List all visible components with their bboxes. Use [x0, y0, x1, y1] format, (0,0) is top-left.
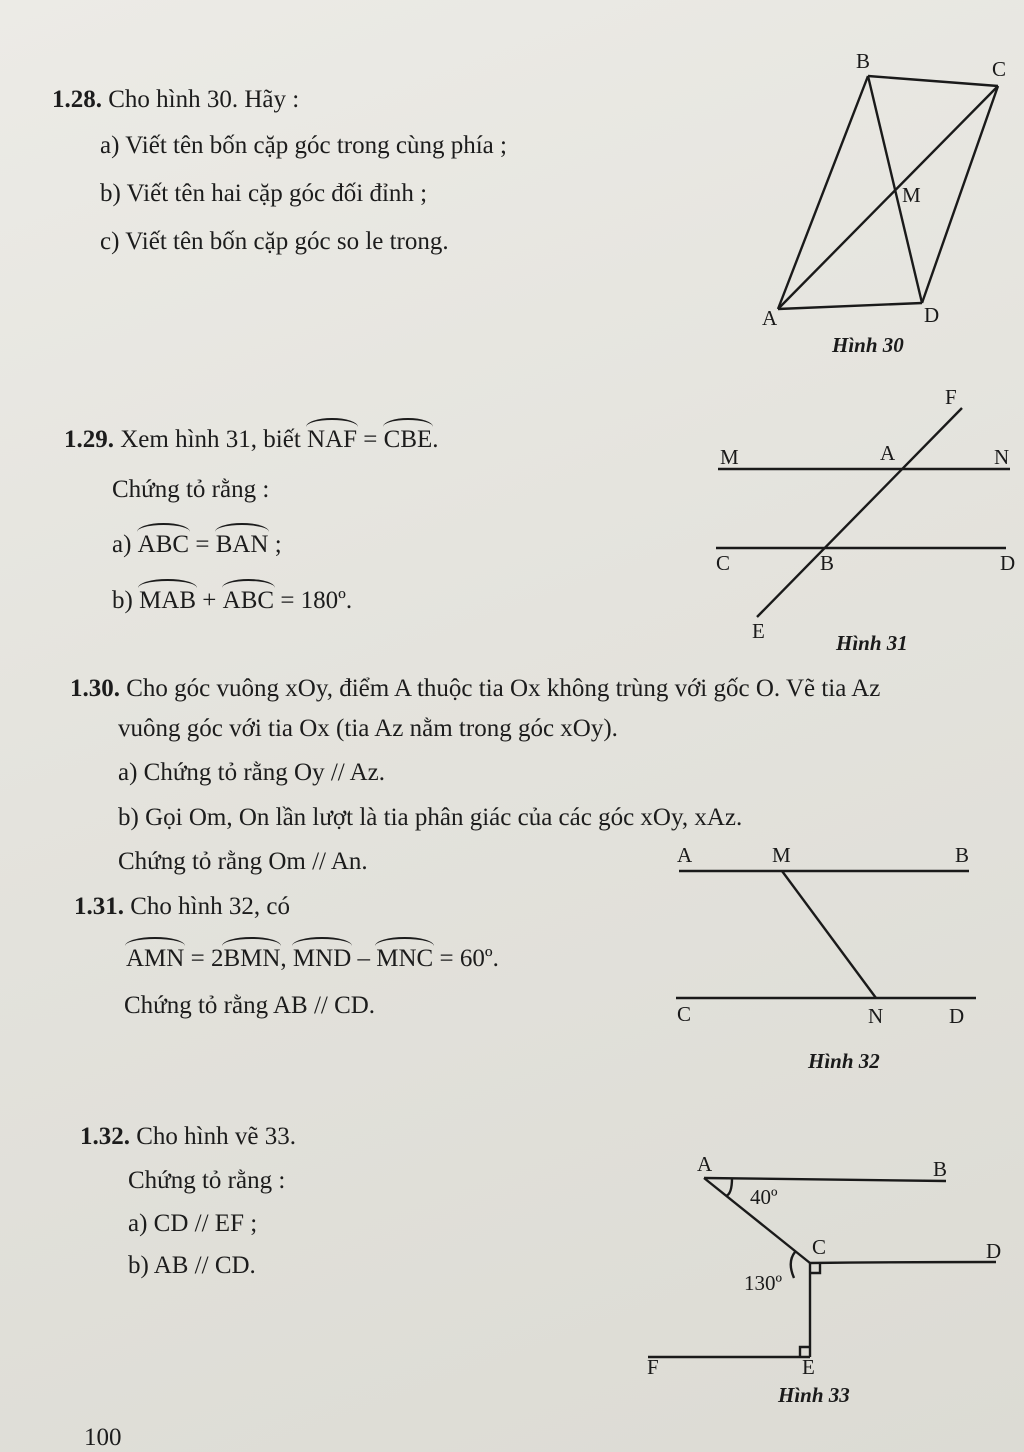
problem-text: Cho hình vẽ 33.	[136, 1123, 296, 1150]
figure-30-caption: Hình 30	[832, 333, 904, 357]
problem-number: 1.28.	[52, 86, 102, 113]
angle-mnc: MNC	[376, 945, 434, 972]
label-c: C	[812, 1235, 827, 1259]
label-d: D	[924, 303, 940, 327]
problem-1-31-prove: Chứng tỏ rằng AB // CD.	[124, 992, 376, 1019]
label-n: N	[994, 445, 1010, 469]
angle-mnd: MND	[292, 945, 352, 972]
angle-bmn: BMN	[223, 945, 281, 972]
semicolon: ;	[274, 531, 282, 558]
angle-cbe: CBE	[383, 426, 433, 453]
problem-number: 1.32.	[80, 1123, 130, 1150]
problem-1-29-prove: Chứng tỏ rằng :	[112, 476, 270, 503]
equals-two: = 2	[190, 945, 224, 972]
label-d: D	[1000, 551, 1016, 575]
equals-sign: =	[195, 531, 210, 558]
line-cd	[810, 1262, 996, 1263]
label-e: E	[802, 1355, 815, 1379]
problem-text: Xem hình 31, biết	[120, 426, 301, 453]
part-label: a)	[112, 531, 132, 558]
label-a: A	[762, 306, 778, 330]
angle-ban: BAN	[215, 531, 269, 558]
angle-naf: NAF	[307, 426, 358, 453]
figure-32-caption: Hình 32	[808, 1049, 880, 1073]
problem-number: 1.30.	[70, 675, 120, 702]
right-angle-mark-c	[810, 1263, 820, 1273]
label-d: D	[986, 1239, 1002, 1263]
label-a: A	[697, 1152, 713, 1176]
page-number: 100	[84, 1424, 122, 1451]
angle-130-label: 130º	[744, 1271, 783, 1295]
problem-1-30-line-2: vuông góc với tia Ox (tia Az nằm trong góc xOy).	[118, 715, 618, 742]
label-c: C	[677, 1002, 692, 1026]
label-f: F	[647, 1355, 659, 1379]
label-m: M	[772, 843, 791, 867]
minus-sign: –	[357, 945, 371, 972]
label-b: B	[820, 551, 835, 575]
problem-1-32-part-a: a) CD // EF ;	[128, 1210, 258, 1237]
equals-sign: =	[363, 426, 378, 453]
line-ab	[704, 1178, 946, 1181]
label-b: B	[955, 843, 970, 867]
angle-arc-c	[791, 1252, 795, 1278]
label-b: B	[856, 49, 871, 73]
label-f: F	[945, 385, 957, 409]
angle-abc: ABC	[222, 587, 275, 614]
problem-text: Cho hình 30. Hãy :	[108, 86, 300, 113]
label-m: M	[902, 183, 921, 207]
label-c: C	[716, 551, 731, 575]
problem-1-30-part-b: b) Gọi Om, On lần lượt là tia phân giác của các góc xOy, xAz.	[118, 804, 743, 831]
result: = 60º.	[439, 945, 499, 972]
problem-1-32-part-b: b) AB // CD.	[128, 1252, 256, 1279]
result: = 180º.	[280, 587, 353, 614]
label-d: D	[949, 1004, 965, 1028]
figure-33-caption: Hình 33	[778, 1383, 850, 1407]
label-e: E	[752, 619, 765, 643]
problem-1-32-prove: Chứng tỏ rằng :	[128, 1167, 286, 1194]
label-c: C	[992, 57, 1007, 81]
comma: ,	[280, 945, 287, 972]
angle-amn: AMN	[126, 945, 185, 972]
problem-number: 1.31.	[74, 893, 124, 920]
label-m: M	[720, 445, 739, 469]
period: .	[432, 426, 439, 453]
part-label: b)	[112, 587, 133, 614]
problem-text: Cho hình 32, có	[130, 893, 290, 920]
label-a: A	[677, 843, 693, 867]
label-n: N	[868, 1004, 884, 1028]
problem-1-30-part-a: a) Chứng tỏ rằng Oy // Az.	[118, 759, 385, 786]
angle-40-label: 40º	[750, 1185, 778, 1209]
problem-1-28-part-a: a) Viết tên bốn cặp góc trong cùng phía ;	[100, 132, 507, 159]
problem-1-28-part-b: b) Viết tên hai cặp góc đối đỉnh ;	[100, 180, 428, 207]
plus-sign: +	[202, 587, 217, 614]
label-a: A	[880, 441, 896, 465]
problem-number: 1.29.	[64, 426, 114, 453]
angle-mab: MAB	[139, 587, 197, 614]
label-b: B	[933, 1157, 948, 1181]
problem-1-30-part-c: Chứng tỏ rằng Om // An.	[118, 848, 368, 875]
figure-31-caption: Hình 31	[836, 631, 908, 655]
problem-text: Cho góc vuông xOy, điểm A thuộc tia Ox không trùng với gốc O. Vẽ tia Az	[126, 675, 881, 702]
angle-abc: ABC	[137, 531, 190, 558]
angle-arc-a	[726, 1178, 732, 1196]
problem-1-28-part-c: c) Viết tên bốn cặp góc so le trong.	[100, 228, 449, 255]
